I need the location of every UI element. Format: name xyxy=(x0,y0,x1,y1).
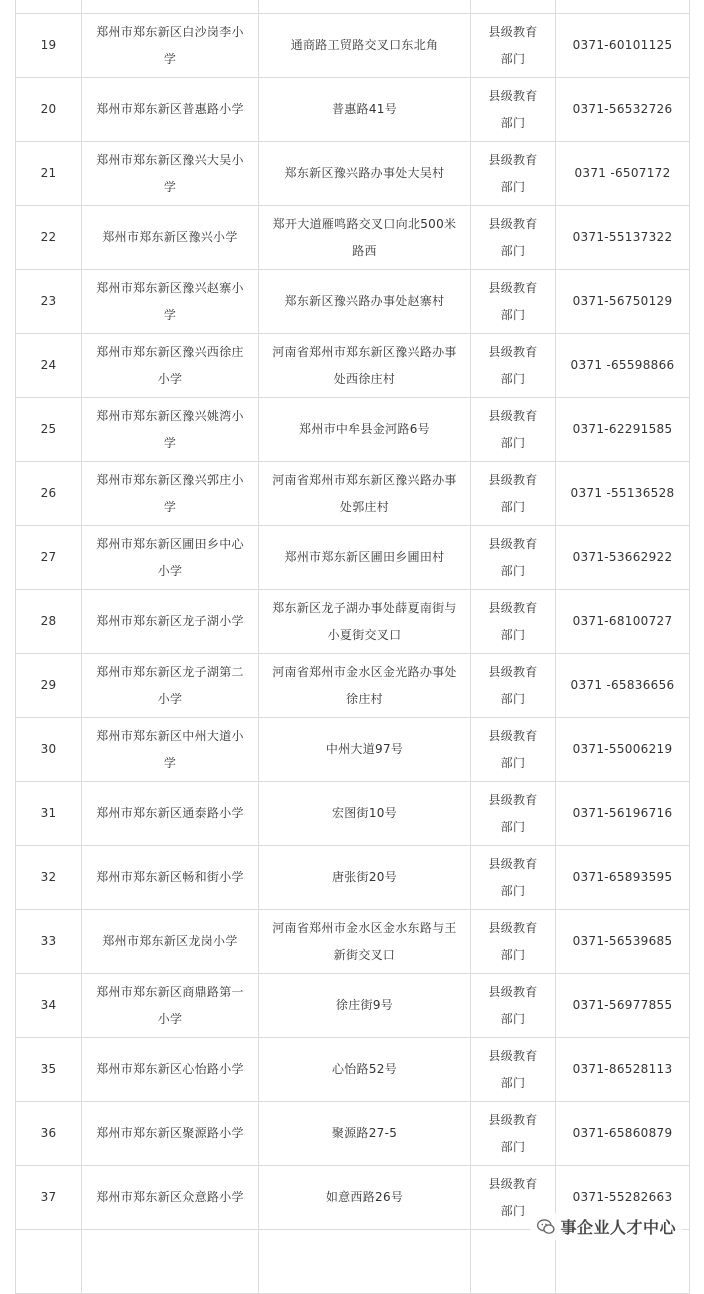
school-table-container xyxy=(15,0,690,1294)
row-number-cell: 22 xyxy=(16,206,82,270)
table-row xyxy=(16,910,690,974)
table-row xyxy=(16,974,690,1038)
department-cell: 县级教育部门 xyxy=(471,78,556,142)
address-cell: 宏图街10号 xyxy=(259,782,471,846)
address-cell: 郑东新区豫兴路办事处赵寨村 xyxy=(259,270,471,334)
address-cell: 通商路工贸路交叉口东北角 xyxy=(259,14,471,78)
school-name-cell: 郑州市郑东新区圃田乡中心小学 xyxy=(82,526,259,590)
phone-cell: 0371-56532726 xyxy=(556,78,690,142)
school-name-cell: 郑州市郑东新区豫兴赵寨小学 xyxy=(82,270,259,334)
row-number-cell: 26 xyxy=(16,462,82,526)
address-cell xyxy=(259,0,471,14)
row-number-cell: 19 xyxy=(16,14,82,78)
school-table-body xyxy=(16,0,690,1294)
wechat-icon xyxy=(536,1217,556,1237)
school-name-cell: 郑州市郑东新区豫兴小学 xyxy=(82,206,259,270)
row-number-cell: 30 xyxy=(16,718,82,782)
school-name-cell: 郑州市郑东新区通泰路小学 xyxy=(82,782,259,846)
row-number-cell: 29 xyxy=(16,654,82,718)
table-row xyxy=(16,1102,690,1166)
school-name-cell: 郑州市郑东新区白沙岗李小学 xyxy=(82,14,259,78)
school-name-cell: 郑州市郑东新区豫兴大吴小学 xyxy=(82,142,259,206)
phone-cell: 0371-65893595 xyxy=(556,846,690,910)
address-cell: 聚源路27-5 xyxy=(259,1102,471,1166)
department-cell: 县级教育部门 xyxy=(471,1038,556,1102)
department-cell: 县级教育部门 xyxy=(471,1102,556,1166)
address-cell: 普惠路41号 xyxy=(259,78,471,142)
phone-cell: 0371-62291585 xyxy=(556,398,690,462)
school-name-cell: 郑州市郑东新区龙子湖第二小学 xyxy=(82,654,259,718)
school-name-cell: 郑州市郑东新区龙岗小学 xyxy=(82,910,259,974)
phone-cell: 0371-65860879 xyxy=(556,1102,690,1166)
table-row xyxy=(16,846,690,910)
row-number-cell: 35 xyxy=(16,1038,82,1102)
address-cell: 河南省郑州市金水区金水东路与王新街交叉口 xyxy=(259,910,471,974)
row-number-cell: 28 xyxy=(16,590,82,654)
school-name-cell: 郑州市郑东新区众意路小学 xyxy=(82,1166,259,1230)
department-cell: 县级教育部门 xyxy=(471,718,556,782)
school-name-cell: 郑州市郑东新区畅和街小学 xyxy=(82,846,259,910)
school-name-cell: 郑州市郑东新区聚源路小学 xyxy=(82,1102,259,1166)
phone-cell: 0371 -65598866 xyxy=(556,334,690,398)
row-number-cell: 20 xyxy=(16,78,82,142)
table-row xyxy=(16,334,690,398)
phone-cell: 0371-68100727 xyxy=(556,590,690,654)
row-number-cell: 21 xyxy=(16,142,82,206)
department-cell: 县级教育部门 xyxy=(471,782,556,846)
row-number-cell: 23 xyxy=(16,270,82,334)
address-cell: 郑东新区龙子湖办事处薛夏南街与小夏街交叉口 xyxy=(259,590,471,654)
department-cell: 县级教育部门 xyxy=(471,590,556,654)
address-cell: 徐庄街9号 xyxy=(259,974,471,1038)
phone-cell: 0371 -55136528 xyxy=(556,462,690,526)
department-cell: 县级教育部门 xyxy=(471,462,556,526)
phone-cell: 0371-86528113 xyxy=(556,1038,690,1102)
address-cell: 郑州市中牟县金河路6号 xyxy=(259,398,471,462)
school-name-cell: 郑州市郑东新区商鼎路第一小学 xyxy=(82,974,259,1038)
school-name-cell: 郑州市郑东新区龙子湖小学 xyxy=(82,590,259,654)
department-cell: 县级教育部门 xyxy=(471,974,556,1038)
phone-cell: 0371-55282663 xyxy=(556,1166,690,1230)
table-row xyxy=(16,526,690,590)
phone-cell: 0371-55137322 xyxy=(556,206,690,270)
row-number-cell: 32 xyxy=(16,846,82,910)
school-name-cell xyxy=(82,0,259,14)
phone-cell: 0371 -65836656 xyxy=(556,654,690,718)
school-name-cell: 郑州市郑东新区豫兴西徐庄小学 xyxy=(82,334,259,398)
row-number-cell xyxy=(16,0,82,14)
table-row xyxy=(16,462,690,526)
phone-cell: 0371-56750129 xyxy=(556,270,690,334)
address-cell: 郑州市郑东新区圃田乡圃田村 xyxy=(259,526,471,590)
watermark xyxy=(530,1213,682,1240)
phone-cell: 0371-56539685 xyxy=(556,910,690,974)
department-cell: 县级教育部门 xyxy=(471,1166,556,1230)
address-cell: 河南省郑州市郑东新区豫兴路办事处西徐庄村 xyxy=(259,334,471,398)
school-name-cell: 郑州市郑东新区普惠路小学 xyxy=(82,78,259,142)
department-cell: 县级教育部门 xyxy=(471,526,556,590)
address-cell: 郑东新区豫兴路办事处大吴村 xyxy=(259,142,471,206)
row-number-cell: 33 xyxy=(16,910,82,974)
row-number-cell: 27 xyxy=(16,526,82,590)
table-row xyxy=(16,1038,690,1102)
row-number-cell: 31 xyxy=(16,782,82,846)
address-cell: 唐张街20号 xyxy=(259,846,471,910)
watermark-text: 事企业人才中心 xyxy=(560,1218,676,1237)
table-row xyxy=(16,206,690,270)
department-cell: 县级教育部门 xyxy=(471,398,556,462)
row-number-cell: 37 xyxy=(16,1166,82,1230)
department-cell: 县级教育部门 xyxy=(471,14,556,78)
address-cell: 中州大道97号 xyxy=(259,718,471,782)
address-cell: 郑开大道雁鸣路交叉口向北500米路西 xyxy=(259,206,471,270)
table-row xyxy=(16,590,690,654)
phone-cell: 0371-55006219 xyxy=(556,718,690,782)
row-number-cell: 24 xyxy=(16,334,82,398)
row-number-cell: 25 xyxy=(16,398,82,462)
school-name-cell: 郑州市郑东新区豫兴姚湾小学 xyxy=(82,398,259,462)
department-cell: 县级教育部门 xyxy=(471,334,556,398)
school-name-cell: 郑州市郑东新区心怡路小学 xyxy=(82,1038,259,1102)
department-cell: 县级教育部门 xyxy=(471,846,556,910)
phone-cell: 0371-60101125 xyxy=(556,14,690,78)
table-row xyxy=(16,654,690,718)
row-number-cell xyxy=(16,1230,82,1294)
address-cell: 心怡路52号 xyxy=(259,1038,471,1102)
department-cell xyxy=(471,0,556,14)
phone-cell: 0371-53662922 xyxy=(556,526,690,590)
phone-cell xyxy=(556,0,690,14)
school-name-cell: 郑州市郑东新区中州大道小学 xyxy=(82,718,259,782)
table-row xyxy=(16,718,690,782)
school-table xyxy=(15,0,690,1294)
table-row xyxy=(16,14,690,78)
phone-cell: 0371-56977855 xyxy=(556,974,690,1038)
table-row xyxy=(16,0,690,14)
department-cell: 县级教育部门 xyxy=(471,206,556,270)
table-row xyxy=(16,142,690,206)
row-number-cell: 34 xyxy=(16,974,82,1038)
department-cell: 县级教育部门 xyxy=(471,270,556,334)
phone-cell: 0371-56196716 xyxy=(556,782,690,846)
address-cell: 河南省郑州市金水区金光路办事处徐庄村 xyxy=(259,654,471,718)
table-row xyxy=(16,398,690,462)
department-cell: 县级教育部门 xyxy=(471,654,556,718)
table-row xyxy=(16,782,690,846)
row-number-cell: 36 xyxy=(16,1102,82,1166)
department-cell: 县级教育部门 xyxy=(471,910,556,974)
table-row xyxy=(16,78,690,142)
address-cell: 如意西路26号 xyxy=(259,1166,471,1230)
school-name-cell: 郑州市郑东新区豫兴郭庄小学 xyxy=(82,462,259,526)
address-cell xyxy=(259,1230,471,1294)
table-row xyxy=(16,270,690,334)
address-cell: 河南省郑州市郑东新区豫兴路办事处郭庄村 xyxy=(259,462,471,526)
phone-cell: 0371 -6507172 xyxy=(556,142,690,206)
department-cell: 县级教育部门 xyxy=(471,142,556,206)
school-name-cell xyxy=(82,1230,259,1294)
